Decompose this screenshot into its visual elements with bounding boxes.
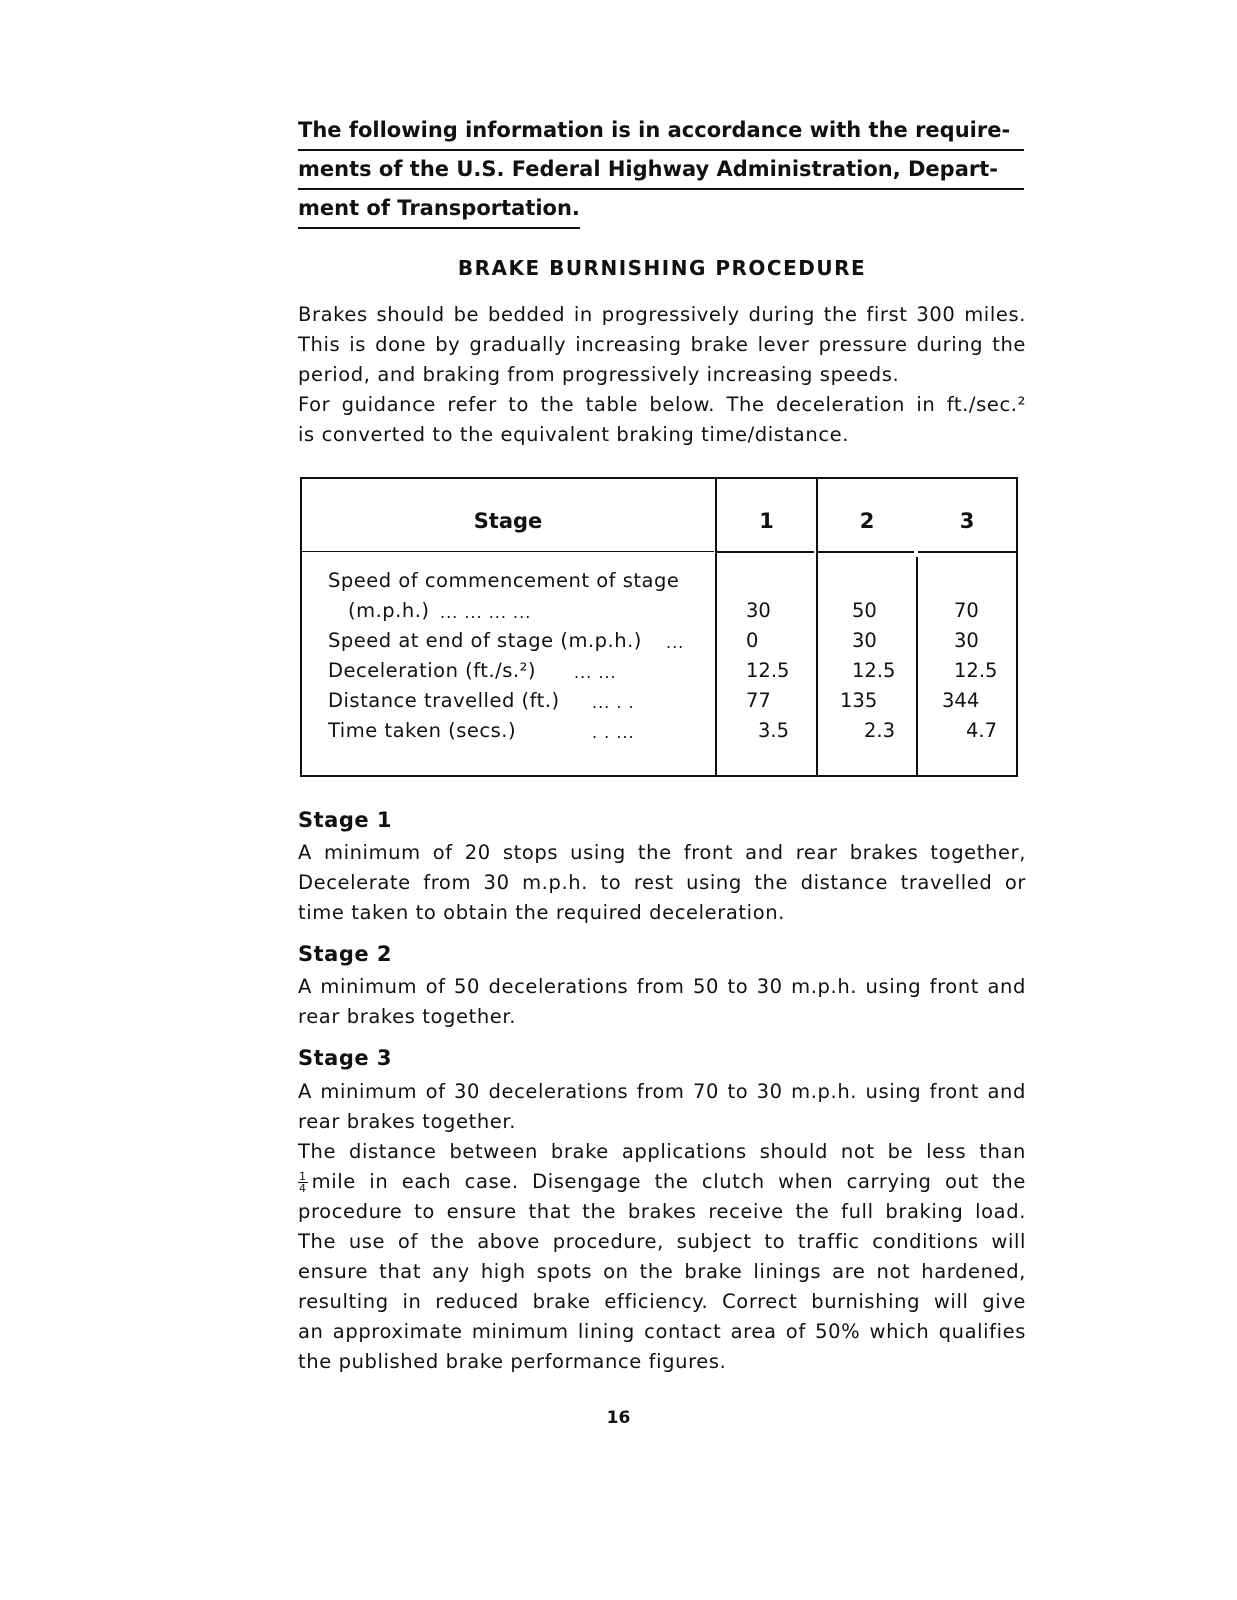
table-cell: 3.5 [758, 719, 790, 742]
paragraph-line: period, and braking from progressively increasing speeds. [298, 363, 900, 386]
table-cell: 12.5 [746, 659, 790, 682]
table-cell: 0 [746, 629, 759, 652]
table-column-rule [916, 557, 918, 775]
table-cell: 30 [954, 629, 979, 652]
paragraph-line: procedure to ensure that the brakes receive the full braking load. [298, 1200, 1026, 1223]
table-border-right [1016, 477, 1018, 777]
section-heading: BRAKE BURNISHING PROCEDURE [457, 256, 867, 280]
paragraph-line: ensure that any high spots on the brake linings are not hardened, [298, 1260, 1026, 1283]
stage-1-paragraph [298, 838, 1026, 928]
row-label: Distance travelled (ft.) [328, 689, 560, 712]
table-header-stage: Stage [473, 509, 543, 533]
paragraph-line: resulting in reduced brake efficiency. Correct burnishing will give [298, 1290, 1026, 1313]
table-cell: 2.3 [864, 719, 896, 742]
paragraph-line: an approximate minimum lining contact area of 50% which qualifies [298, 1320, 1026, 1343]
paragraph-line-with-fraction [298, 1167, 1026, 1197]
paragraph-line: is converted to the equivalent braking time/distance. [298, 423, 850, 446]
table-header-rule [302, 551, 714, 552]
burnishing-table [300, 477, 1018, 777]
leader-dots: ... . . [592, 693, 635, 712]
row-label: Deceleration (ft./s.²) [328, 659, 536, 682]
paragraph-line: The distance between brake applications should not be less than [298, 1140, 1026, 1163]
stage-1-title: Stage 1 [298, 808, 393, 832]
leader-dots: . . ... [592, 723, 635, 742]
leader-dots: ... [666, 633, 685, 652]
paragraph-line: The use of the above procedure, subject to traffic conditions will [298, 1230, 1026, 1253]
table-border-top [300, 477, 1018, 479]
stage-2-title: Stage 2 [298, 942, 393, 966]
stage-2-paragraph [298, 972, 1026, 1032]
paragraph-line: Brakes should be bedded in progressively during the first 300 miles. [298, 303, 1026, 326]
table-cell: 344 [942, 689, 980, 712]
intro-notice [298, 112, 1026, 229]
leader-dots: ... ... ... ... [440, 603, 532, 622]
table-cell: 30 [746, 599, 771, 622]
row-label: Speed at end of stage (m.p.h.) [328, 629, 642, 652]
paragraph-line: rear brakes together. [298, 1005, 517, 1028]
row-label: (m.p.h.) [348, 599, 430, 622]
paragraph-line: A minimum of 50 decelerations from 50 to 30 m.p.h. using front and [298, 975, 1026, 998]
table-header-stage-1: 1 [759, 509, 774, 533]
table-cell: 77 [746, 689, 771, 712]
stage-3-paragraph [298, 1077, 1026, 1377]
paragraph-line: A minimum of 20 stops using the front and rear brakes together, [298, 841, 1026, 864]
quarter-fraction [298, 1171, 308, 1194]
stage-3-title: Stage 3 [298, 1046, 393, 1070]
table-header-stage-2: 2 [859, 509, 875, 533]
table-cell: 12.5 [954, 659, 998, 682]
table-cell: 4.7 [966, 719, 998, 742]
paragraph-line: Decelerate from 30 m.p.h. to rest using the distance travelled or [298, 871, 1026, 894]
fraction-numerator: 1 [299, 1169, 307, 1183]
table-border-bottom [300, 775, 1018, 777]
intro-line: The following information is in accordance with the require- [298, 112, 1024, 151]
paragraph-line: mile in each case. Disengage the clutch when carrying out the [311, 1170, 1026, 1193]
intro-line: ments of the U.S. Federal Highway Administration, Depart- [298, 151, 1024, 190]
row-label: Time taken (secs.) [328, 719, 517, 742]
leader-dots: ... ... [574, 663, 617, 682]
row-label: Speed of commencement of stage [328, 569, 680, 592]
table-cell: 70 [954, 599, 979, 622]
table-cell: 12.5 [852, 659, 896, 682]
paragraph-line: For guidance refer to the table below. The deceleration in ft./sec.² [298, 393, 1026, 416]
table-cell: 50 [852, 599, 877, 622]
intro-paragraph [298, 300, 1026, 450]
page-number: 16 [606, 1408, 631, 1428]
table-header-rule [918, 551, 1016, 553]
paragraph-line: the published brake performance figures. [298, 1350, 727, 1373]
paragraph-line: This is done by gradually increasing brake lever pressure during the [298, 333, 1026, 356]
table-cell: 135 [840, 689, 878, 712]
table-header-rule [818, 551, 914, 553]
paragraph-line: A minimum of 30 decelerations from 70 to 30 m.p.h. using front and [298, 1080, 1026, 1103]
table-header-rule [716, 551, 814, 553]
paragraph-line: time taken to obtain the required deceleration. [298, 901, 785, 924]
intro-line: ment of Transportation. [298, 190, 580, 229]
table-cell: 30 [852, 629, 877, 652]
paragraph-line: rear brakes together. [298, 1110, 517, 1133]
table-header-stage-3: 3 [959, 509, 975, 533]
fraction-denominator: 4 [299, 1181, 307, 1195]
